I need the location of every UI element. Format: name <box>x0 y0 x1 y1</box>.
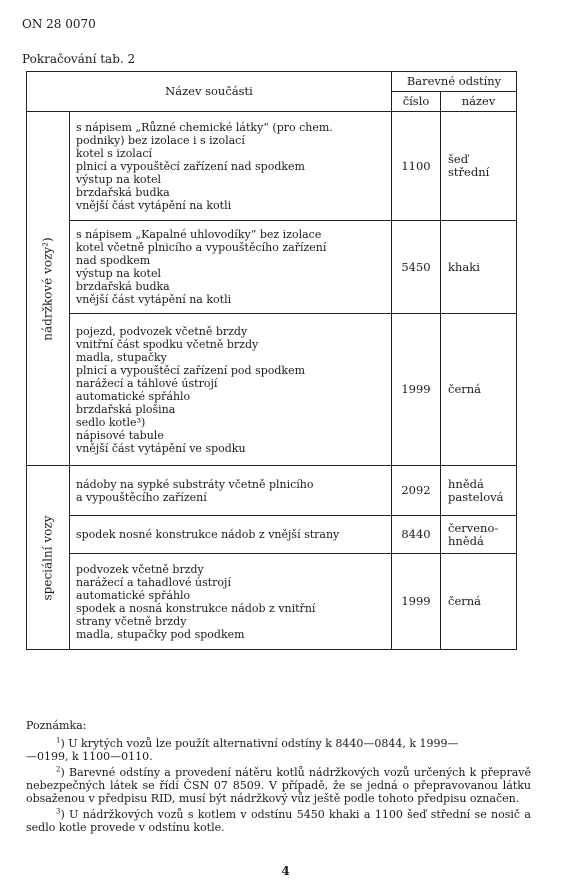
footnote-text: ) U nádržkových vozů s kotlem v odstínu 5450 khaki a 1100 šeď střední se nosič a sedlo kotle provede v odstínu kotle. <box>26 808 531 834</box>
header-part-name: Název součásti <box>27 72 392 112</box>
part-names-cell <box>70 516 392 554</box>
notes-title: Poznámka: <box>26 719 87 732</box>
part-name-line: vnější část vytápění na kotli <box>76 293 232 306</box>
part-name-line: nad spodkem <box>76 254 151 267</box>
color-number-cell: 1100 <box>392 112 441 221</box>
part-name-line: s nápisem „Kapalné uhlovodíky“ bez izolace <box>76 228 322 241</box>
color-number-cell: 1999 <box>392 554 441 650</box>
footnote-number: 1 <box>56 736 61 745</box>
part-name-line: pojezd, podvozek včetně brzdy <box>76 324 248 338</box>
part-name-line: narážecí a táhlové ústrojí <box>76 376 218 390</box>
group-label: speciální vozy <box>40 515 55 600</box>
color-name-line: hnědá <box>448 533 484 548</box>
table-row <box>27 314 517 466</box>
footnote-number: 3 <box>56 807 61 816</box>
group-label: nádržkové vozy²) <box>40 236 55 341</box>
part-name-line: plnicí a vypouštěcí zařízení nad spodkem <box>76 159 305 173</box>
color-name-line: černá <box>448 382 482 396</box>
part-name-line: podniky) bez izolace i s izolací <box>76 133 245 147</box>
color-name-cell <box>441 112 517 221</box>
part-names-cell <box>70 221 392 314</box>
notes-section <box>26 719 531 837</box>
color-name-line: červeno- <box>448 520 499 535</box>
notes-list <box>26 737 531 834</box>
part-name-line: vnější část vytápění na kotli <box>76 198 232 212</box>
part-name-line: madla, stupačky pod spodkem <box>76 627 245 641</box>
table-row <box>27 221 517 314</box>
part-name-line: výstup na kotel <box>76 172 161 186</box>
part-name-line: brzdařská budka <box>76 280 170 293</box>
document-code: ON 28 0070 <box>22 17 96 31</box>
part-name-line: narážecí a tahadlové ústrojí <box>76 575 231 589</box>
color-name-cell <box>441 554 517 650</box>
part-name-line: sedlo kotle³) <box>76 415 146 429</box>
color-number-cell: 1999 <box>392 314 441 466</box>
footnote <box>26 808 531 834</box>
part-name-line: kotel s izolací <box>76 146 153 160</box>
page-number: 4 <box>281 864 290 878</box>
part-names-cell <box>70 112 392 221</box>
header-colors: Barevné odstíny <box>392 72 517 92</box>
part-names-cell <box>70 314 392 466</box>
part-name-line: podvozek včetně brzdy <box>76 562 204 576</box>
part-names-cell <box>70 466 392 516</box>
footnote <box>26 737 531 763</box>
color-name-line: střední <box>448 165 490 179</box>
part-name-line: brzdařská plošina <box>76 402 176 416</box>
part-name-line: výstup na kotel <box>76 267 161 280</box>
footnote-text: ) Barevné odstíny a provedení nátěru kotlů nádržkových vozů určených k přepravě nebezpečných látek se řídí ČSN 07 8509. V případě, že se jedná o přepravovanou látku obsaženou v předpisu RID, musí být nádržkový vůz ještě podle tohoto předpisu označen. <box>26 766 531 805</box>
part-names-cell <box>70 554 392 650</box>
footnote <box>26 766 531 805</box>
part-name-line: strany včetně brzdy <box>76 614 187 628</box>
color-name-line: pastelová <box>448 489 504 504</box>
color-name-line: hnědá <box>448 476 484 491</box>
part-name-line: vnější část vytápění ve spodku <box>76 441 246 455</box>
part-name-line: spodek nosné konstrukce nádob z vnější strany <box>76 528 340 541</box>
table-row <box>27 554 517 650</box>
table-continuation-label: Pokračování tab. 2 <box>22 52 136 66</box>
table-row <box>27 516 517 554</box>
color-name-cell <box>441 516 517 554</box>
part-name-line: spodek a nosná konstrukce nádob z vnitřní <box>76 601 316 615</box>
part-name-line: s nápisem „Různé chemické látky“ (pro chem. <box>76 120 333 134</box>
color-name-line: khaki <box>448 259 480 274</box>
table-row <box>27 112 517 221</box>
part-name-line: nádoby na sypké substráty včetně plnicího <box>76 477 314 491</box>
color-number-cell: 5450 <box>392 221 441 314</box>
color-number-cell: 8440 <box>392 516 441 554</box>
footnote-number: 2 <box>56 765 61 774</box>
color-name-cell <box>441 466 517 516</box>
part-name-line: madla, stupačky <box>76 350 167 364</box>
part-name-line: automatické spřáhlo <box>76 588 191 602</box>
part-name-line: nápisové tabule <box>76 428 164 442</box>
color-name-cell <box>441 314 517 466</box>
part-name-line: kotel včetně plnicího a vypouštěcího zařízení <box>76 241 327 254</box>
group-label-cell <box>27 112 70 466</box>
part-name-line: brzdařská budka <box>76 185 170 199</box>
header-name: název <box>441 92 517 112</box>
color-table <box>26 71 517 650</box>
part-name-line: vnitřní část spodku včetně brzdy <box>76 337 259 351</box>
header-number: číslo <box>392 92 441 112</box>
table-row <box>27 466 517 516</box>
part-name-line: plnicí a vypouštěcí zařízení pod spodkem <box>76 363 306 377</box>
part-name-line: automatické spřáhlo <box>76 389 191 403</box>
color-name-line: černá <box>448 594 482 608</box>
footnote-text: ) U krytých vozů lze použít alternativní odstíny k 8440—0844, k 1999— —0199, k 1100—0110. <box>26 737 459 763</box>
color-number-cell: 2092 <box>392 466 441 516</box>
group-label-cell <box>27 466 70 650</box>
part-name-line: a vypouštěcího zařízení <box>76 490 207 504</box>
table-body <box>27 112 517 650</box>
color-name-line: šeď <box>448 152 469 166</box>
color-name-cell <box>441 221 517 314</box>
